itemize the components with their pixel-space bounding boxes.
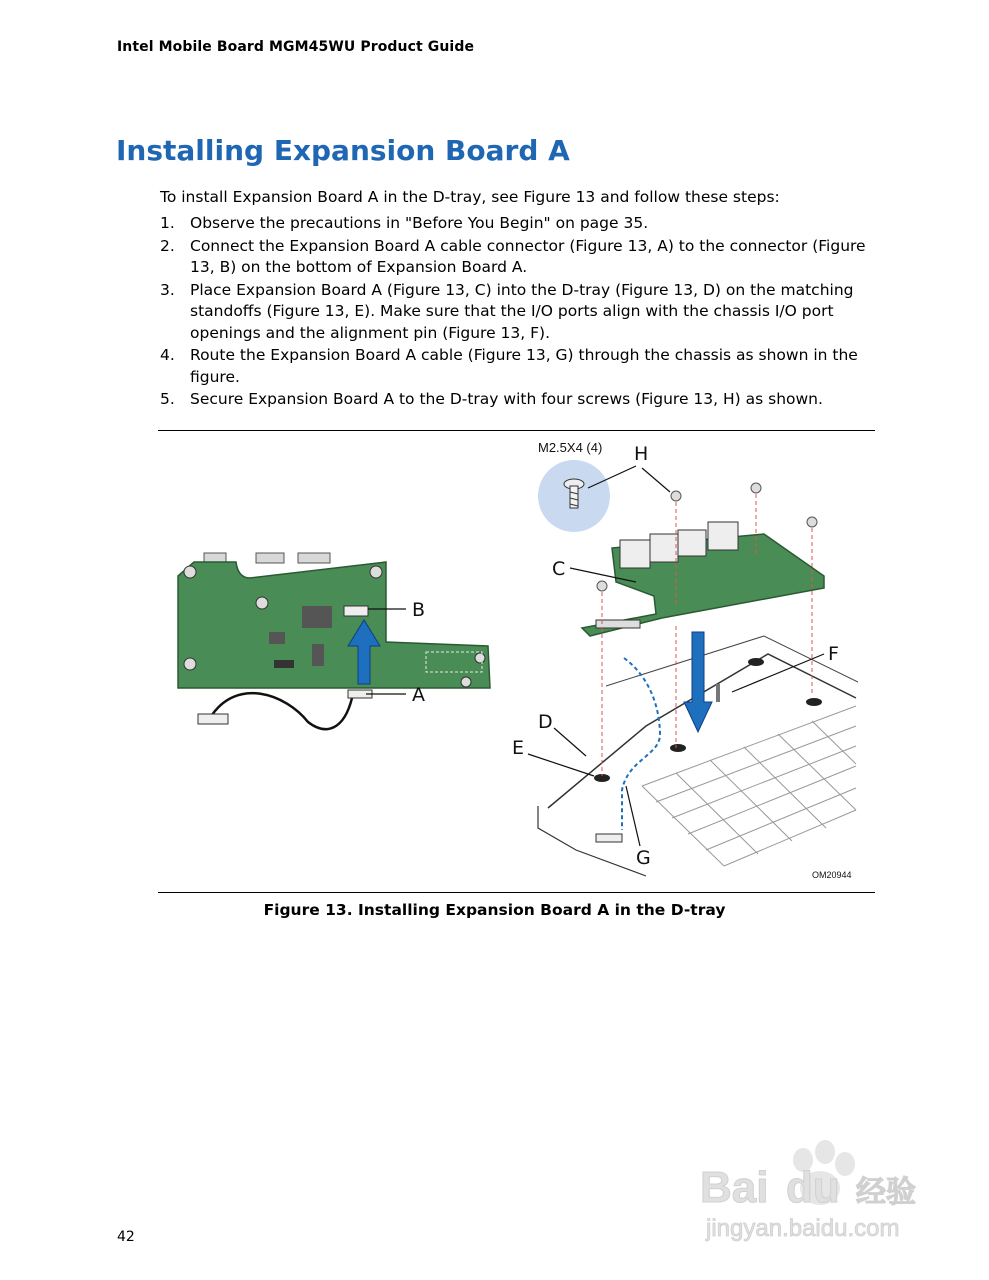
callout-f: F bbox=[828, 643, 839, 665]
page-title: Installing Expansion Board A bbox=[116, 134, 570, 167]
step-number: 2. bbox=[160, 236, 175, 255]
leader-line bbox=[528, 754, 594, 776]
callout-a: A bbox=[412, 684, 425, 706]
running-header: Intel Mobile Board MGM45WU Product Guide bbox=[117, 39, 475, 55]
d-tray-view bbox=[538, 460, 858, 876]
leader-line bbox=[642, 468, 670, 492]
leader-line bbox=[554, 728, 586, 756]
callout-h: H bbox=[634, 443, 649, 465]
list-item bbox=[160, 345, 880, 388]
leader-line bbox=[626, 786, 640, 846]
baidu-watermark bbox=[700, 1140, 940, 1250]
callout-g: G bbox=[636, 847, 651, 869]
list-item bbox=[160, 280, 880, 345]
callout-e: E bbox=[512, 737, 525, 759]
watermark-url: jingyan.baidu.com bbox=[706, 1215, 900, 1242]
step-number: 3. bbox=[160, 280, 175, 299]
step-text: Secure Expansion Board A to the D-tray with four screws (Figure 13, H) as shown. bbox=[190, 390, 823, 408]
figure-caption: Figure 13. Installing Expansion Board A in the D-tray bbox=[263, 901, 726, 919]
watermark-brand-suffix: du bbox=[786, 1163, 840, 1212]
step-text: Route the Expansion Board A cable (Figure 13, G) through the chassis as shown in the figure. bbox=[190, 346, 858, 386]
list-item bbox=[160, 236, 880, 279]
watermark-chinese: 经验 bbox=[856, 1175, 916, 1210]
list-item bbox=[160, 389, 880, 411]
intro-paragraph: To install Expansion Board A in the D-tray, see Figure 13 and follow these steps: bbox=[160, 188, 780, 206]
installation-figure bbox=[176, 436, 858, 886]
drawing-id: OM20944 bbox=[812, 870, 852, 880]
page-number: 42 bbox=[117, 1229, 135, 1245]
step-number: 4. bbox=[160, 346, 175, 364]
figure-top-rule bbox=[158, 430, 875, 431]
step-text: Place Expansion Board A (Figure 13, C) into the D-tray (Figure 13, D) on the matching standoffs (Figure 13, E). Make sure that the I/O ports align with the chassis I/O port openings and the alignment pin (Figure 13, F). bbox=[190, 280, 854, 342]
list-item bbox=[160, 213, 880, 235]
steps-list bbox=[160, 213, 880, 412]
figure-bottom-rule bbox=[158, 892, 875, 893]
watermark-brand: Bai bbox=[700, 1163, 769, 1212]
callout-d: D bbox=[538, 711, 553, 733]
callout-c: C bbox=[552, 558, 566, 580]
step-text: Observe the precautions in "Before You Begin" on page 35. bbox=[190, 214, 649, 232]
step-number: 1. bbox=[160, 214, 175, 232]
callout-b: B bbox=[412, 599, 426, 621]
step-text: Connect the Expansion Board A cable connector (Figure 13, A) to the connector (Figure 13, B) on the bottom of Expansion Board A. bbox=[190, 236, 866, 276]
screw-spec-label: M2.5X4 (4) bbox=[538, 440, 603, 455]
expansion-board-bottom-view bbox=[178, 553, 490, 729]
step-number: 5. bbox=[160, 390, 175, 408]
